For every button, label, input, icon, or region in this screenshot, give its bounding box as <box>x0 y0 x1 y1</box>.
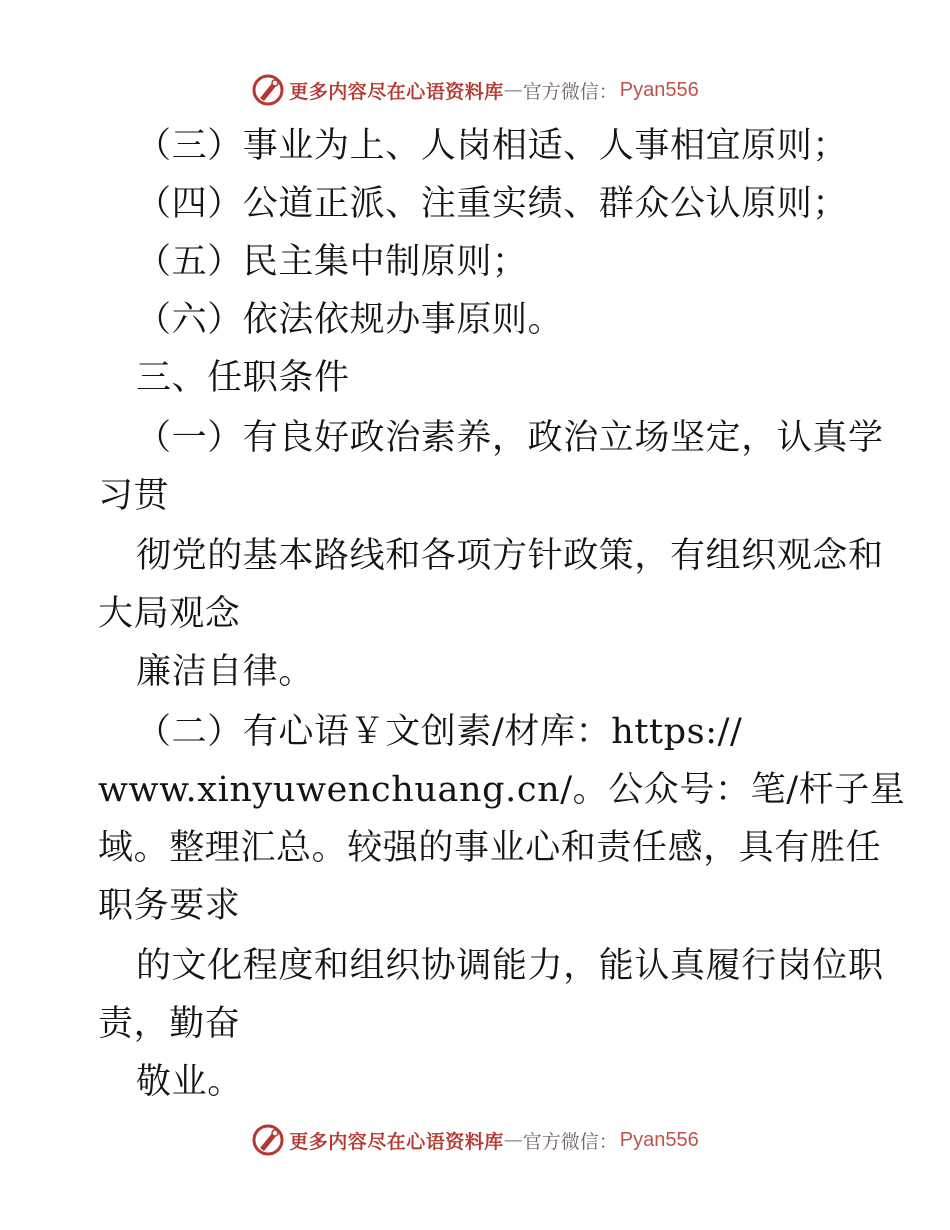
text-line: （一）有良好政治素养，政治立场坚定，认真学 <box>136 418 884 458</box>
text-line: 责，勤奋 <box>98 1004 241 1044</box>
text-line: 敬业。 <box>136 1062 243 1102</box>
text-line: 彻党的基本路线和各项方针政策，有组织观念和 <box>136 536 884 576</box>
banner-wechat-label: 官方微信： <box>522 80 618 103</box>
text-line: （六）依法依规办事原则。 <box>136 300 564 340</box>
text-line: 职务要求 <box>98 886 241 926</box>
banner-wechat-id: Pyan556 <box>619 78 699 101</box>
banner-main-text: 更多内容尽在心语资料库 <box>289 80 504 103</box>
text-line: www.xinyuwenchuang.cn/。公众号：笔/杆子星 <box>98 770 906 810</box>
text-line: （三）事业为上、人岗相适、人事相宜原则； <box>136 126 849 166</box>
footer-banner <box>0 1120 950 1160</box>
banner-wechat-label: 官方微信： <box>522 1130 618 1153</box>
text-line: 廉洁自律。 <box>136 652 315 692</box>
text-line: 的文化程度和组织协调能力，能认真履行岗位职 <box>136 946 884 986</box>
header-banner <box>0 70 950 110</box>
text-line: 域。整理汇总。较强的事业心和责任感，具有胜任 <box>98 828 882 868</box>
pen-logo-icon <box>251 73 285 107</box>
text-line: （四）公道正派、注重实绩、群众公认原则； <box>136 184 849 224</box>
section-heading: 三、任职条件 <box>136 358 350 398</box>
text-line: 大局观念 <box>98 594 241 634</box>
pen-logo-icon <box>251 1123 285 1157</box>
banner-wechat-id: Pyan556 <box>619 1128 699 1151</box>
text-line: （五）民主集中制原则； <box>136 242 528 282</box>
banner-main-text: 更多内容尽在心语资料库 <box>289 1130 504 1153</box>
text-line: （二）有心语￥文创素/材库：https:// <box>136 712 743 752</box>
banner-separator: — <box>503 1129 523 1151</box>
banner-separator: — <box>503 79 523 101</box>
text-line: 习贯 <box>98 476 170 516</box>
